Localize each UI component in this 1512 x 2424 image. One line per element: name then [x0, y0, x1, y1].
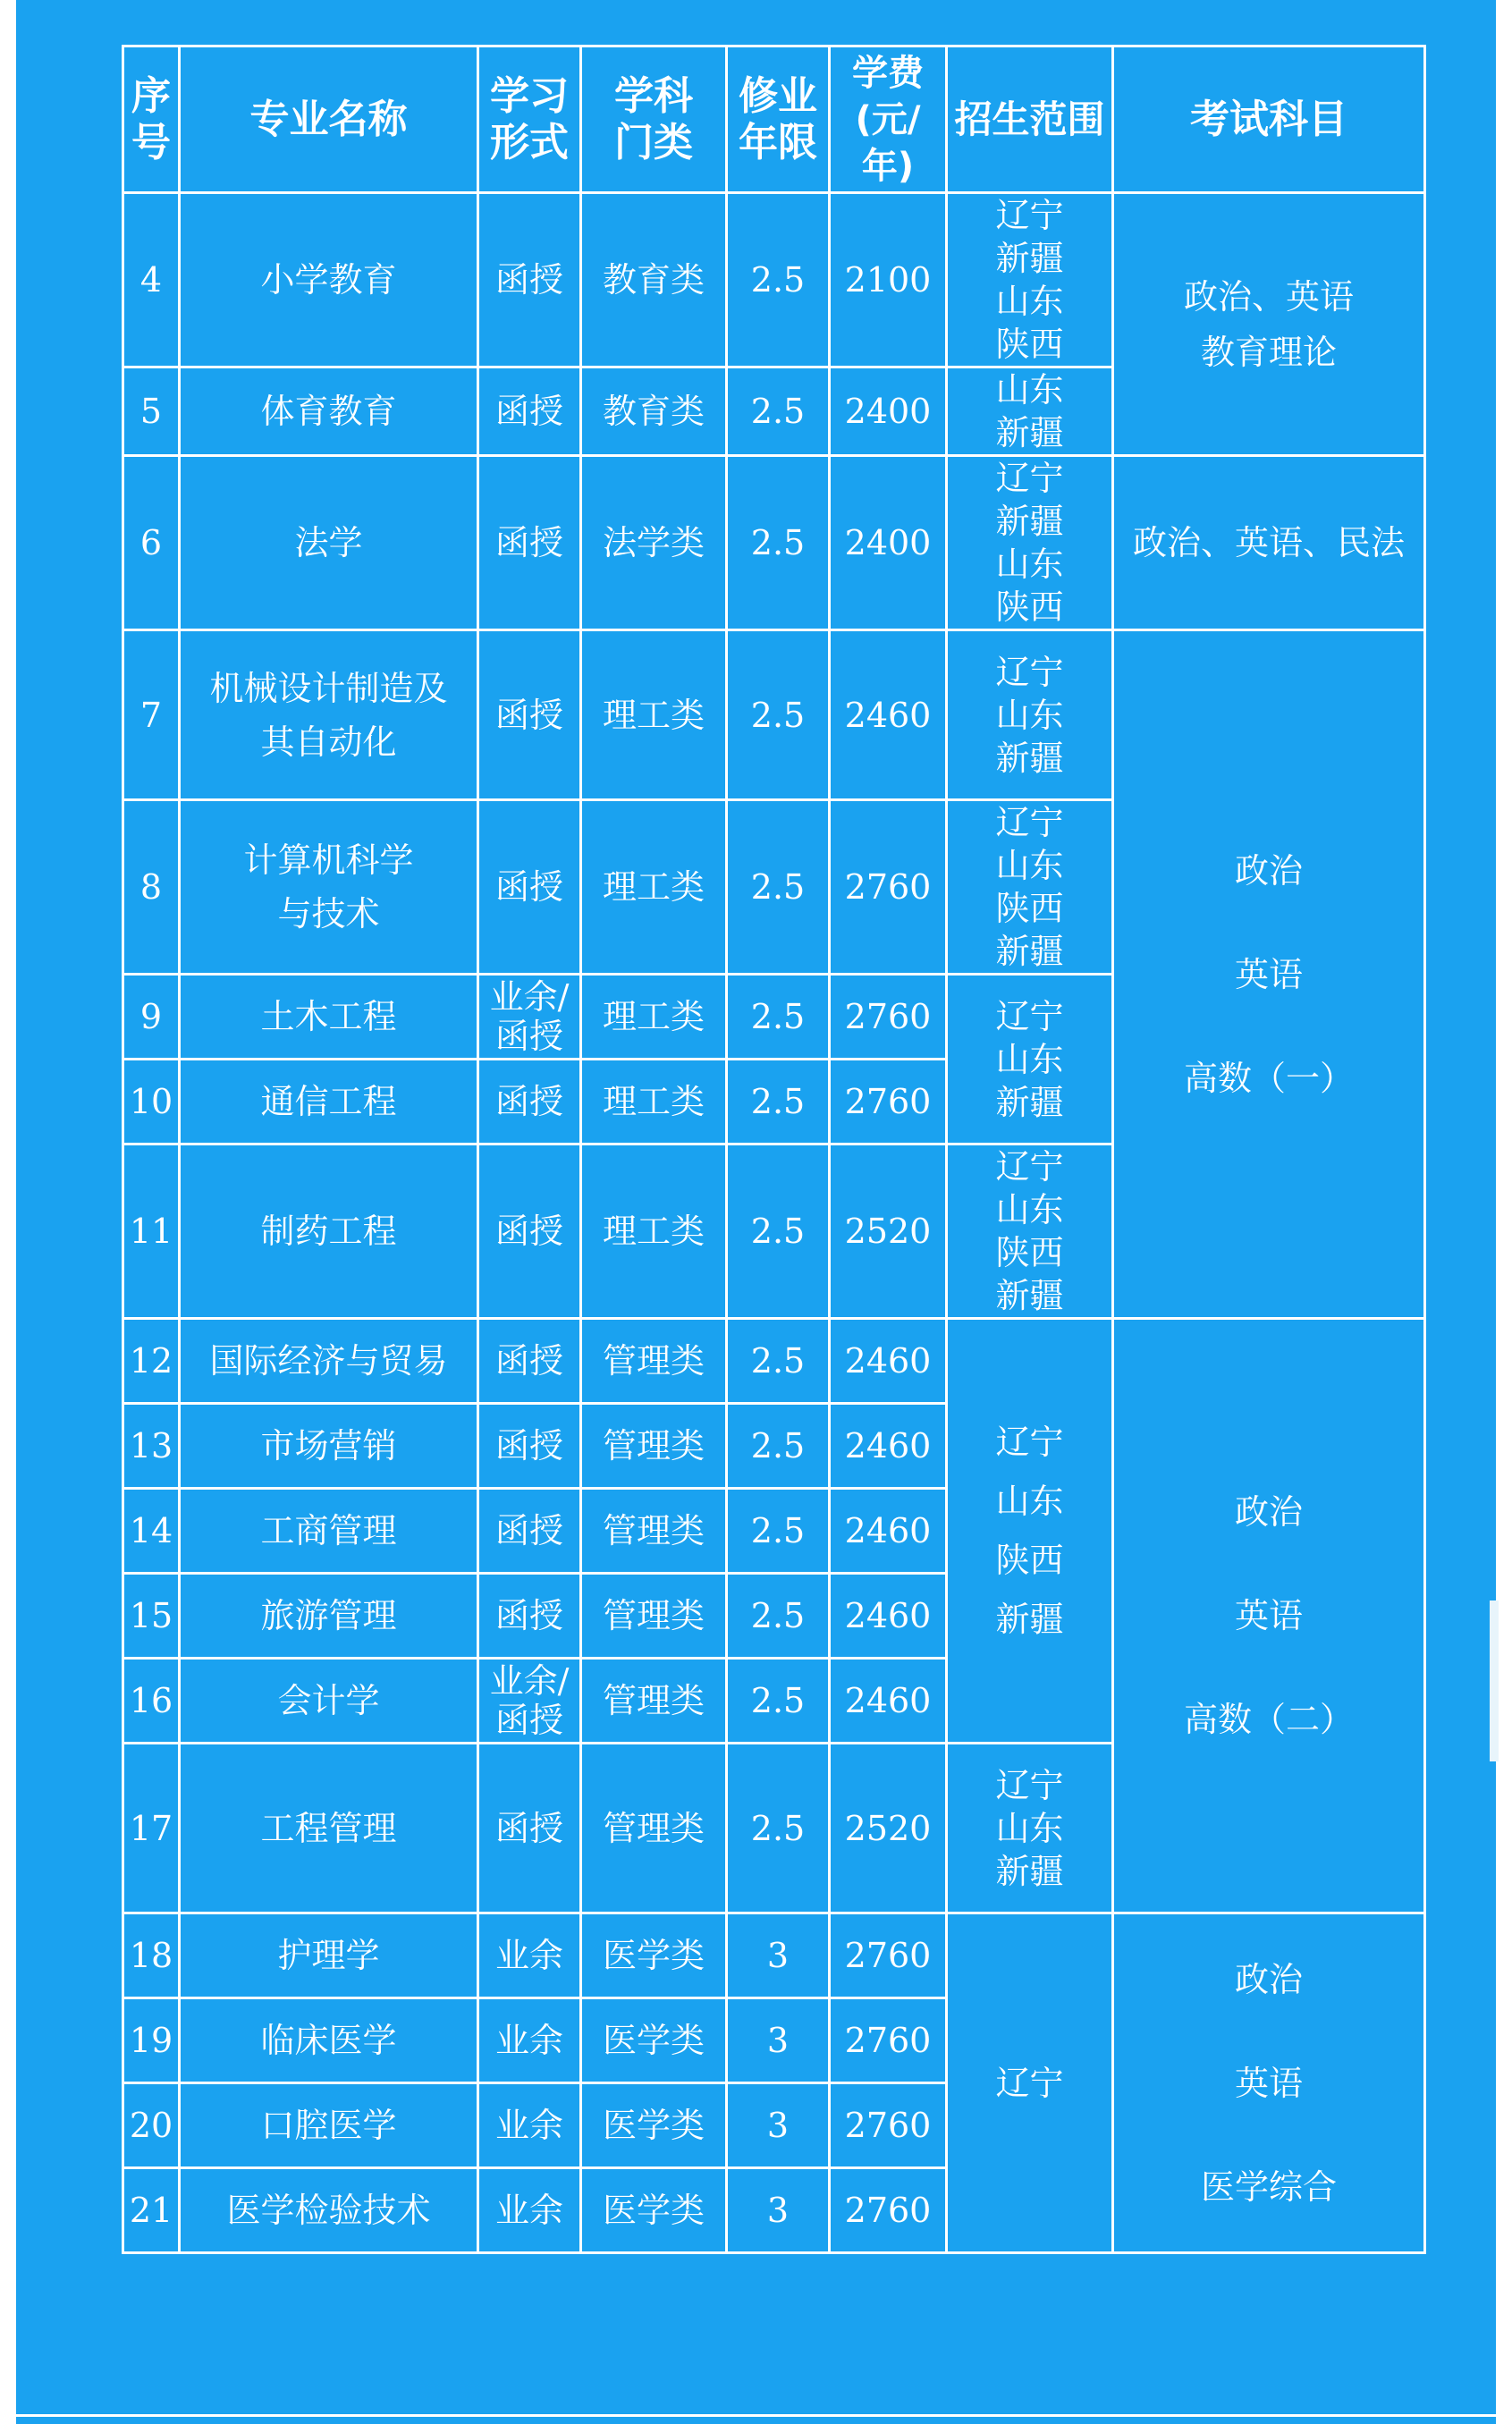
cell-years: 2.5 — [727, 1404, 830, 1489]
cell-fee: 2460 — [830, 1659, 947, 1744]
region-line: 山东 — [995, 846, 1064, 885]
cell-exam — [1113, 456, 1425, 630]
cell-no: 17 — [123, 1744, 180, 1913]
header-fee-text: 学费(元/年) — [852, 52, 924, 187]
cell-region — [947, 1144, 1113, 1319]
cell-category: 医学类 — [581, 1913, 727, 1998]
cell-region — [947, 800, 1113, 975]
cell-name: 土木工程 — [180, 975, 478, 1060]
cell-form-text: 业余/函授 — [489, 977, 570, 1056]
cell-region — [947, 193, 1113, 367]
cell-form: 业余 — [478, 2083, 581, 2168]
cell-no: 9 — [123, 975, 180, 1060]
cell-fee: 2460 — [830, 1489, 947, 1574]
cell-exam — [1113, 1913, 1425, 2253]
cell-name: 医学检验技术 — [180, 2168, 478, 2253]
cell-fee: 2760 — [830, 2083, 947, 2168]
exam-line: 英语 — [1234, 2063, 1303, 2103]
region-line: 陕西 — [995, 1233, 1064, 1272]
header-name: 专业名称 — [180, 46, 478, 193]
cell-no: 15 — [123, 1574, 180, 1659]
cell-fee: 2760 — [830, 1913, 947, 1998]
cell-category: 管理类 — [581, 1319, 727, 1404]
cell-years: 2.5 — [727, 1144, 830, 1319]
cell-category: 管理类 — [581, 1404, 727, 1489]
cell-years: 2.5 — [727, 1319, 830, 1404]
header-no — [123, 46, 180, 193]
header-region: 招生范围 — [947, 46, 1113, 193]
cell-category: 教育类 — [581, 367, 727, 456]
table-row — [123, 1319, 1425, 1404]
region-line: 山东 — [995, 282, 1064, 321]
region-line: 陕西 — [995, 325, 1064, 364]
cell-form: 函授 — [478, 800, 581, 975]
cell-years: 2.5 — [727, 1744, 830, 1913]
cell-fee: 2100 — [830, 193, 947, 367]
cell-no: 14 — [123, 1489, 180, 1574]
cell-years: 2.5 — [727, 456, 830, 630]
region-line: 辽宁 — [995, 996, 1064, 1036]
cell-no: 12 — [123, 1319, 180, 1404]
cell-exam — [1113, 1319, 1425, 1913]
region-line: 辽宁 — [995, 1423, 1064, 1462]
cell-years: 3 — [727, 1913, 830, 1998]
cell-category: 理工类 — [581, 975, 727, 1060]
cell-region — [947, 975, 1113, 1144]
cell-category: 医学类 — [581, 2168, 727, 2253]
cell-category: 管理类 — [581, 1744, 727, 1913]
cell-fee: 2760 — [830, 2168, 947, 2253]
cell-no: 16 — [123, 1659, 180, 1744]
header-years-text: 修业年限 — [738, 72, 817, 165]
cell-category: 理工类 — [581, 1060, 727, 1144]
cell-form-text: 业余/函授 — [489, 1661, 570, 1740]
table-row — [123, 193, 1425, 367]
cell-exam — [1113, 630, 1425, 1319]
cell-name — [180, 630, 478, 800]
cell-category: 法学类 — [581, 456, 727, 630]
cell-form: 函授 — [478, 1574, 581, 1659]
region-line: 山东 — [995, 1190, 1064, 1229]
header-years — [727, 46, 830, 193]
header-category — [581, 46, 727, 193]
header-fee — [830, 46, 947, 193]
exam-line: 政治 — [1234, 1492, 1303, 1532]
cell-name: 市场营销 — [180, 1404, 478, 1489]
cell-name: 护理学 — [180, 1913, 478, 1998]
exam-line: 高数（一） — [1183, 1058, 1354, 1098]
cell-years: 2.5 — [727, 800, 830, 975]
cell-fee: 2520 — [830, 1744, 947, 1913]
cell-form: 函授 — [478, 367, 581, 456]
cell-fee: 2460 — [830, 630, 947, 800]
region-line: 山东 — [995, 545, 1064, 584]
cell-years: 2.5 — [727, 1489, 830, 1574]
cell-form: 函授 — [478, 1319, 581, 1404]
cell-name: 体育教育 — [180, 367, 478, 456]
cell-form — [478, 1659, 581, 1744]
exam-line: 政治、英语、民法 — [1132, 523, 1405, 562]
region-line: 辽宁 — [995, 1147, 1064, 1187]
region-line: 新疆 — [995, 1851, 1064, 1891]
cell-name: 会计学 — [180, 1659, 478, 1744]
cell-no: 6 — [123, 456, 180, 630]
cell-form: 业余 — [478, 1913, 581, 1998]
cell-exam — [1113, 193, 1425, 456]
cell-fee: 2460 — [830, 1404, 947, 1489]
cell-category: 管理类 — [581, 1489, 727, 1574]
cell-fee: 2460 — [830, 1319, 947, 1404]
cell-years: 2.5 — [727, 630, 830, 800]
cell-years: 3 — [727, 2083, 830, 2168]
side-edge-mark — [1490, 1601, 1499, 1761]
region-line: 陕西 — [995, 587, 1064, 627]
cell-category: 管理类 — [581, 1659, 727, 1744]
region-line: 山东 — [995, 695, 1064, 735]
cell-fee: 2460 — [830, 1574, 947, 1659]
cell-no: 18 — [123, 1913, 180, 1998]
cell-category: 理工类 — [581, 1144, 727, 1319]
cell-form: 函授 — [478, 193, 581, 367]
cell-years: 2.5 — [727, 367, 830, 456]
cell-name — [180, 800, 478, 975]
cell-name: 制药工程 — [180, 1144, 478, 1319]
cell-name: 临床医学 — [180, 1998, 478, 2083]
region-line: 辽宁 — [995, 196, 1064, 235]
cell-no: 8 — [123, 800, 180, 975]
cell-name: 小学教育 — [180, 193, 478, 367]
cell-years: 3 — [727, 2168, 830, 2253]
region-line: 新疆 — [995, 239, 1064, 278]
cell-no: 19 — [123, 1998, 180, 2083]
cell-region — [947, 456, 1113, 630]
cell-region — [947, 630, 1113, 800]
region-line: 山东 — [995, 1808, 1064, 1848]
cell-form: 业余 — [478, 2168, 581, 2253]
cell-fee: 2760 — [830, 1060, 947, 1144]
region-line: 山东 — [995, 370, 1064, 410]
cell-fee: 2760 — [830, 800, 947, 975]
region-line: 辽宁 — [995, 803, 1064, 842]
cell-name: 工程管理 — [180, 1744, 478, 1913]
cell-name: 旅游管理 — [180, 1574, 478, 1659]
cell-years: 3 — [727, 1998, 830, 2083]
cell-years: 2.5 — [727, 193, 830, 367]
region-line: 新疆 — [995, 932, 1064, 971]
exam-line: 政治 — [1234, 850, 1303, 891]
exam-line: 政治 — [1234, 1959, 1303, 1999]
cell-fee: 2520 — [830, 1144, 947, 1319]
region-line: 山东 — [995, 1482, 1064, 1521]
header-form-text: 学习形式 — [489, 72, 569, 165]
region-line: 新疆 — [995, 413, 1064, 452]
region-line: 新疆 — [995, 738, 1064, 778]
cell-name: 工商管理 — [180, 1489, 478, 1574]
cell-fee: 2760 — [830, 1998, 947, 2083]
header-form — [478, 46, 581, 193]
cell-category: 医学类 — [581, 2083, 727, 2168]
cell-no: 11 — [123, 1144, 180, 1319]
region-line: 新疆 — [995, 502, 1064, 541]
cell-name: 通信工程 — [180, 1060, 478, 1144]
exam-line: 政治、英语 — [1183, 276, 1354, 317]
cell-no: 7 — [123, 630, 180, 800]
exam-line: 教育理论 — [1200, 332, 1337, 372]
table-header-row — [123, 46, 1425, 193]
cell-name: 国际经济与贸易 — [180, 1319, 478, 1404]
cell-region — [947, 1319, 1113, 1744]
cell-form: 函授 — [478, 456, 581, 630]
cell-no: 20 — [123, 2083, 180, 2168]
region-line: 陕西 — [995, 889, 1064, 928]
table-row — [123, 630, 1425, 800]
cell-no: 10 — [123, 1060, 180, 1144]
bottom-stripe-line — [16, 2414, 1496, 2417]
exam-line: 英语 — [1234, 954, 1303, 994]
cell-no: 13 — [123, 1404, 180, 1489]
cell-years: 2.5 — [727, 975, 830, 1060]
region-line: 新疆 — [995, 1082, 1064, 1122]
cell-region — [947, 367, 1113, 456]
cell-form: 函授 — [478, 1144, 581, 1319]
cell-region — [947, 1744, 1113, 1913]
region-line: 新疆 — [995, 1600, 1064, 1639]
cell-category: 理工类 — [581, 630, 727, 800]
header-category-text: 学科门类 — [613, 72, 693, 165]
region-line: 辽宁 — [995, 1765, 1064, 1805]
cell-years: 2.5 — [727, 1060, 830, 1144]
cell-name-text: 计算机科学与技术 — [243, 840, 414, 933]
cell-no: 21 — [123, 2168, 180, 2253]
cell-no: 5 — [123, 367, 180, 456]
table-row — [123, 1913, 1425, 1998]
region-line: 辽宁 — [995, 2063, 1064, 2103]
cell-name: 法学 — [180, 456, 478, 630]
region-line: 辽宁 — [995, 459, 1064, 498]
cell-no: 4 — [123, 193, 180, 367]
table-row — [123, 456, 1425, 630]
region-line: 新疆 — [995, 1276, 1064, 1315]
cell-form — [478, 975, 581, 1060]
cell-form: 函授 — [478, 1404, 581, 1489]
cell-form: 函授 — [478, 1489, 581, 1574]
cell-form: 函授 — [478, 1060, 581, 1144]
cell-fee: 2400 — [830, 456, 947, 630]
region-line: 陕西 — [995, 1541, 1064, 1580]
cell-fee: 2760 — [830, 975, 947, 1060]
cell-category: 理工类 — [581, 800, 727, 975]
cell-category: 医学类 — [581, 1998, 727, 2083]
cell-form: 函授 — [478, 1744, 581, 1913]
cell-years: 2.5 — [727, 1574, 830, 1659]
region-line: 辽宁 — [995, 652, 1064, 692]
region-line: 山东 — [995, 1039, 1064, 1079]
cell-name-text: 机械设计制造及其自动化 — [209, 668, 448, 762]
cell-years: 2.5 — [727, 1659, 830, 1744]
header-exam: 考试科目 — [1113, 46, 1425, 193]
cell-category: 教育类 — [581, 193, 727, 367]
cell-fee: 2400 — [830, 367, 947, 456]
exam-line: 英语 — [1234, 1596, 1303, 1635]
cell-form: 业余 — [478, 1998, 581, 2083]
exam-line: 医学综合 — [1200, 2166, 1337, 2207]
enrollment-table — [122, 45, 1426, 2254]
cell-name: 口腔医学 — [180, 2083, 478, 2168]
cell-category: 管理类 — [581, 1574, 727, 1659]
cell-form: 函授 — [478, 630, 581, 800]
header-no-text: 序号 — [131, 72, 171, 165]
cell-region — [947, 1913, 1113, 2253]
exam-line: 高数（二） — [1183, 1700, 1354, 1739]
